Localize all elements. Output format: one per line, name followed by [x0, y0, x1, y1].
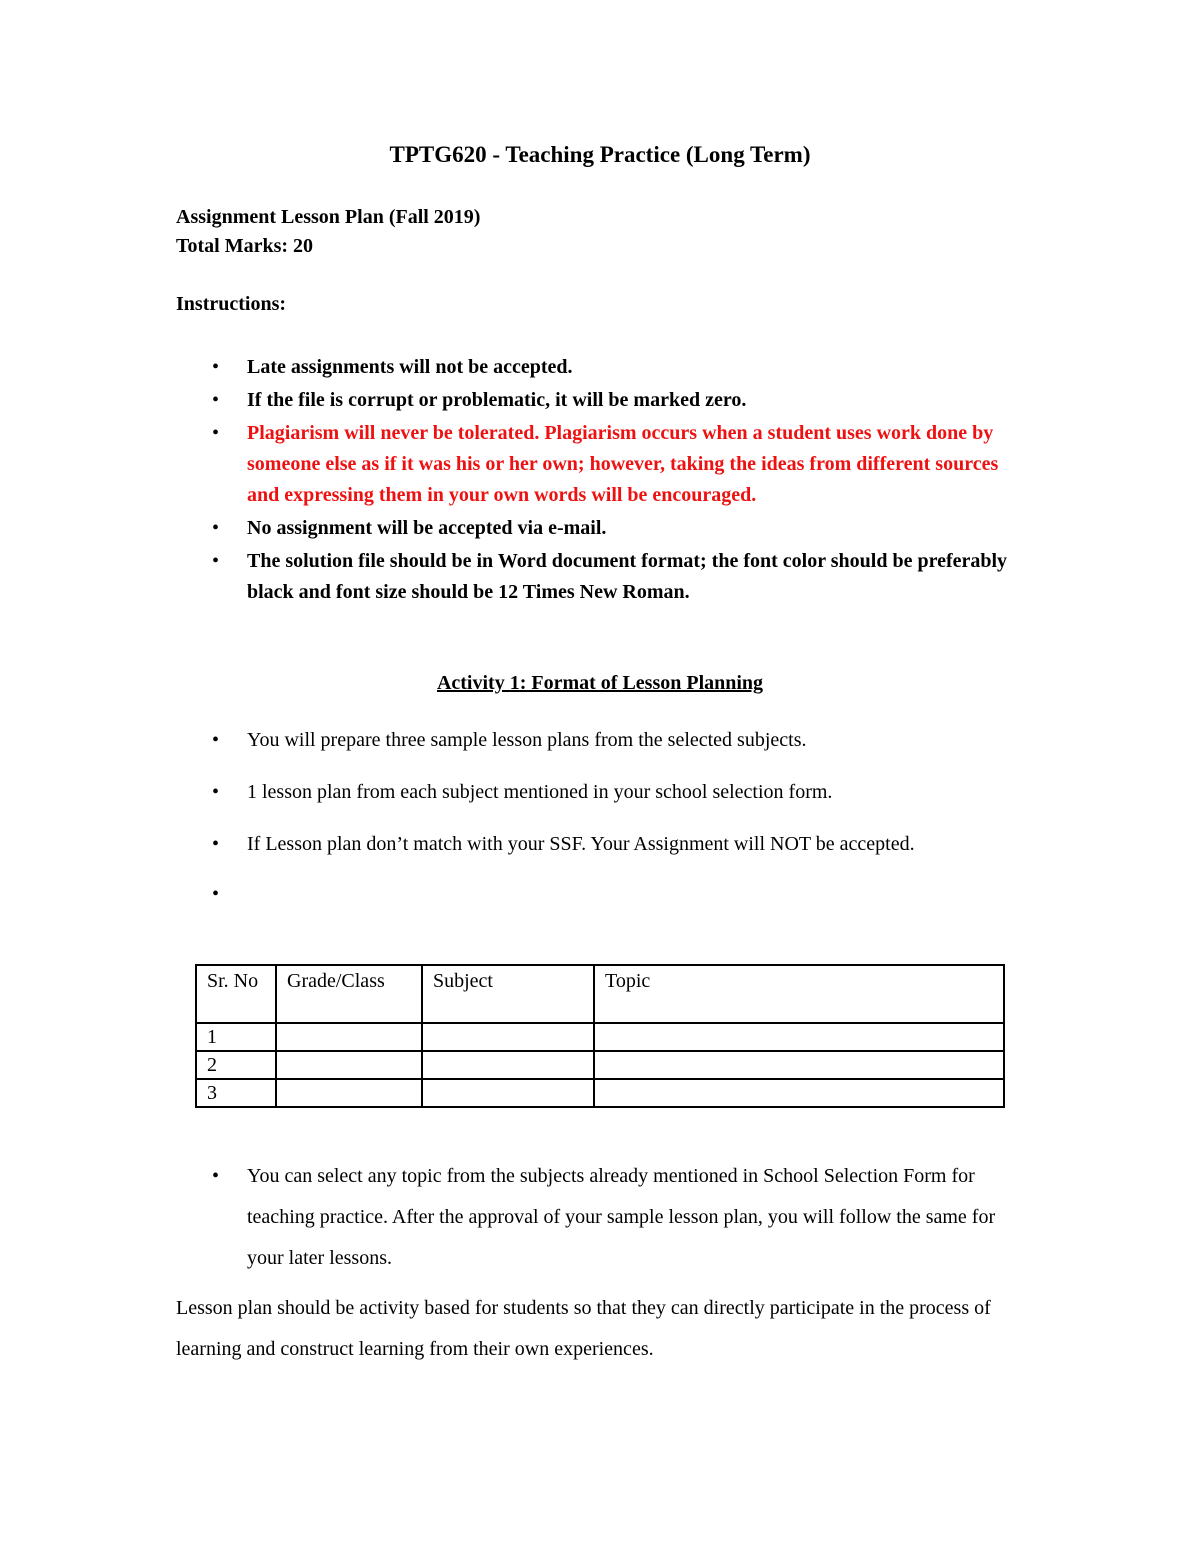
cell-sr-no: 1 [196, 1023, 276, 1051]
cell-sr-no: 3 [196, 1079, 276, 1107]
activity-point-text: 1 lesson plan from each subject mentioned in your school selection form. [247, 781, 833, 803]
instructions-list [176, 352, 1026, 608]
after-table-list [176, 1156, 1036, 1279]
activity-point [176, 776, 1026, 808]
cell-grade-class [276, 1051, 422, 1079]
activity-point [176, 724, 1026, 756]
table-row [196, 1051, 1004, 1079]
table-row [196, 1079, 1004, 1107]
instruction-item [176, 352, 1026, 383]
cell-grade-class [276, 1023, 422, 1051]
bullet-icon: • [212, 517, 220, 539]
activity-point-text: You will prepare three sample lesson plans from the selected subjects. [247, 729, 807, 751]
bullet-icon: • [212, 1165, 220, 1187]
bullet-icon: • [212, 781, 220, 803]
bullet-icon: • [212, 833, 220, 855]
instruction-item [176, 546, 1026, 608]
cell-topic [594, 1051, 1004, 1079]
bullet-icon: • [212, 729, 220, 751]
cell-subject [422, 1079, 594, 1107]
cell-subject [422, 1023, 594, 1051]
instruction-text: The solution file should be in Word document format; the font color should be preferably black and font size should be 12 Times New Roman. [247, 550, 1008, 603]
bullet-icon: • [212, 422, 220, 444]
closing-paragraph: Lesson plan should be activity based for students so that they can directly participate in the process of learning and construct learning from their own experiences. [176, 1297, 991, 1360]
cell-topic [594, 1079, 1004, 1107]
instruction-item [176, 385, 1026, 416]
header-topic: Topic [594, 965, 1004, 1023]
activity-heading: Activity 1: Format of Lesson Planning [436, 672, 764, 694]
header-grade-class: Grade/Class [276, 965, 422, 1023]
header-subject: Subject [422, 965, 594, 1023]
activity-points-list [176, 724, 1026, 910]
assignment-line: Assignment Lesson Plan (Fall 2019) [176, 206, 481, 228]
table-row [196, 1023, 1004, 1051]
total-marks-line: Total Marks: 20 [176, 235, 314, 257]
instruction-item-plagiarism [176, 418, 1026, 511]
cell-topic [594, 1023, 1004, 1051]
instruction-text: Plagiarism will never be tolerated. Plagiarism occurs when a student uses work done by someone else as if it was his or her own; however, taking the ideas from different sources and expressing them in your own words will be encouraged. [247, 422, 999, 506]
document-title: TPTG620 - Teaching Practice (Long Term) [389, 142, 811, 167]
header-sr-no: Sr. No [196, 965, 276, 1023]
bullet-icon: • [212, 550, 220, 572]
cell-subject [422, 1051, 594, 1079]
instruction-text: If the file is corrupt or problematic, it will be marked zero. [247, 389, 747, 411]
bullet-icon: • [212, 356, 220, 378]
activity-point-empty [176, 878, 1026, 910]
instruction-text: Late assignments will not be accepted. [247, 356, 573, 378]
cell-grade-class [276, 1079, 422, 1107]
bullet-icon: • [212, 389, 220, 411]
lesson-plan-table [195, 964, 1005, 1108]
cell-sr-no: 2 [196, 1051, 276, 1079]
table-header-row [196, 965, 1004, 1023]
after-table-point-text: You can select any topic from the subjects already mentioned in School Selection Form for teaching practice. After the approval of your sample lesson plan, you will follow the same for your later lessons. [247, 1165, 996, 1269]
instructions-heading: Instructions: [176, 293, 287, 315]
instruction-item [176, 513, 1026, 544]
activity-point-text: If Lesson plan don’t match with your SSF. Your Assignment will NOT be accepted. [247, 833, 915, 855]
bullet-icon: • [212, 883, 220, 905]
after-table-point [176, 1156, 1036, 1279]
instruction-text: No assignment will be accepted via e-mail. [247, 517, 607, 539]
activity-point [176, 828, 1026, 860]
